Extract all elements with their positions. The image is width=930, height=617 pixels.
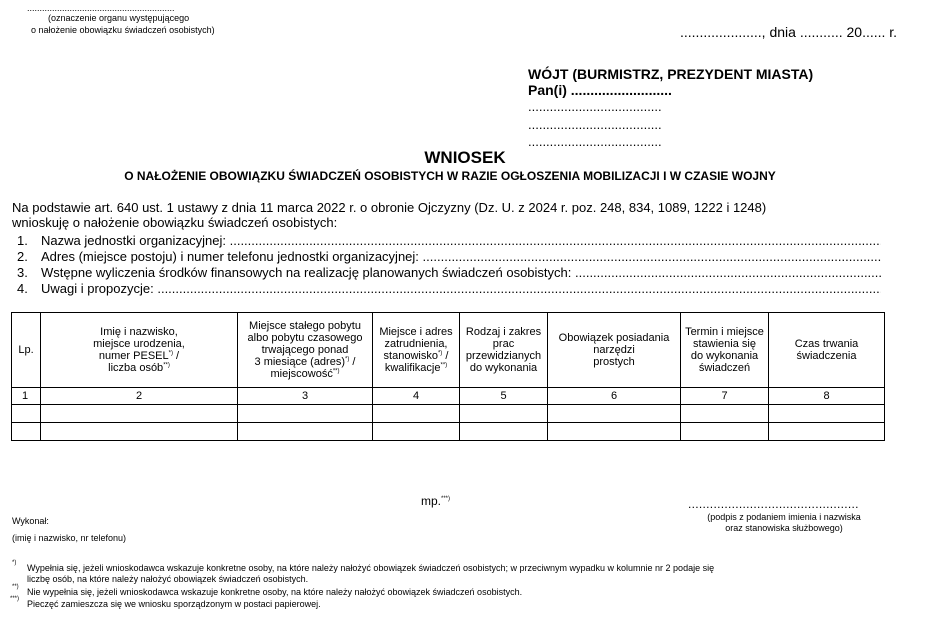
- table-cell[interactable]: [769, 405, 885, 423]
- item-3[interactable]: [17, 265, 881, 281]
- header-name-pesel: Imię i nazwisko, miejsce urodzenia, numer PESEL*) / liczba osób**): [41, 313, 238, 388]
- table-cell[interactable]: [681, 405, 769, 423]
- table-cell[interactable]: [12, 423, 41, 441]
- item-number: 1.: [17, 233, 28, 248]
- addressee-line2[interactable]: .....................................: [528, 99, 662, 114]
- col-number: 1: [12, 388, 41, 405]
- table-cell[interactable]: [41, 405, 238, 423]
- table-cell[interactable]: [238, 423, 373, 441]
- item-number: 2.: [17, 249, 28, 264]
- intro-line2: wnioskuję o nałożenie obowiązku świadczeń osobistych:: [12, 215, 338, 230]
- header-duration: Czas trwania świadczenia: [769, 313, 885, 388]
- footnote-mark: ***): [10, 596, 20, 602]
- executed-by-label: Wykonał:: [12, 516, 49, 526]
- signature-caption-line1: (podpis z podaniem imienia i nazwiska: [707, 512, 861, 522]
- addressee-line4[interactable]: .....................................: [528, 134, 662, 149]
- item-2[interactable]: [17, 249, 881, 265]
- table-cell[interactable]: [460, 405, 548, 423]
- item-4[interactable]: [17, 281, 881, 297]
- date-line[interactable]: ....................., dnia ........... 20...... r.: [680, 24, 898, 40]
- header-tools: Obowiązek posiadania narzędzi prostych: [548, 313, 681, 388]
- persons-table: [11, 312, 885, 441]
- header-term-place: Termin i miejsce stawienia się do wykonania świadczeń: [681, 313, 769, 388]
- col-number: 5: [460, 388, 548, 405]
- table-cell[interactable]: [548, 405, 681, 423]
- table-number-row: [12, 388, 885, 405]
- table-cell[interactable]: [373, 405, 460, 423]
- intro-line1: Na podstawie art. 640 ust. 1 ustawy z dnia 11 marca 2022 r. o obronie Ojczyzny (Dz. U. z 2024 r. poz. 248, 834, 1089, 1222 i 1248): [12, 200, 767, 215]
- item-number: 3.: [17, 265, 28, 280]
- table-cell[interactable]: [681, 423, 769, 441]
- footnote-3: Pieczęć zamieszcza się we wniosku sporządzonym w postaci papierowej.: [27, 599, 321, 609]
- item-label: Uwagi i propozycje:: [41, 281, 154, 296]
- header-residence: Miejsce stałego pobytu albo pobytu czasowego trwającego ponad 3 miesiące (adres)*) / miejscowość**): [238, 313, 373, 388]
- table-row[interactable]: [12, 405, 885, 423]
- table-cell[interactable]: [460, 423, 548, 441]
- item-1[interactable]: [17, 233, 881, 249]
- header-work-scope: Rodzaj i zakres prac przewidzianych do wykonania: [460, 313, 548, 388]
- table-cell[interactable]: [238, 405, 373, 423]
- item-label: Nazwa jednostki organizacyjnej:: [41, 233, 226, 248]
- footnote-1-line2: liczbę osób, na które należy nałożyć obowiązek świadczeń osobistych.: [27, 574, 309, 584]
- item-label: Wstępne wyliczenia środków finansowych na realizację planowanych świadczeń osobistych:: [41, 265, 572, 280]
- footnote-mark: **): [12, 584, 19, 590]
- document-subtitle: O NAŁOŻENIE OBOWIĄZKU ŚWIADCZEŃ OSOBISTYCH W RAZIE OGŁOSZENIA MOBILIZACJI I W CZASIE WOJNY: [124, 169, 776, 183]
- item-label: Adres (miejsce postoju) i numer telefonu jednostki organizacyjnej:: [41, 249, 419, 264]
- col-number: 6: [548, 388, 681, 405]
- signature-caption-line2: oraz stanowiska służbowego): [725, 523, 843, 533]
- table-cell[interactable]: [12, 405, 41, 423]
- organ-caption-line2: o nałożenie obowiązku świadczeń osobistych): [31, 25, 215, 35]
- col-number: 4: [373, 388, 460, 405]
- addressee-line3[interactable]: .....................................: [528, 117, 662, 132]
- footnote-mark: *): [12, 560, 17, 566]
- header-lp: Lp.: [12, 313, 41, 388]
- col-number: 7: [681, 388, 769, 405]
- table-row[interactable]: [12, 423, 885, 441]
- table-header-row: [12, 313, 885, 388]
- col-number: 8: [769, 388, 885, 405]
- footnote-1-line1: Wypełnia się, jeżeli wnioskodawca wskazuje konkretne osoby, na które należy nałożyć obowiązek świadczeń osobistych; w przeciwnym wypadku w kolumnie nr 2 podaje się: [27, 563, 715, 573]
- table-cell[interactable]: [769, 423, 885, 441]
- table-cell[interactable]: [41, 423, 238, 441]
- signature-dots[interactable]: ...............................................: [688, 497, 859, 511]
- table-cell[interactable]: [373, 423, 460, 441]
- executed-by-caption: (imię i nazwisko, nr telefonu): [12, 533, 127, 543]
- col-number: 2: [41, 388, 238, 405]
- addressee-title: WÓJT (BURMISTRZ, PREZYDENT MIASTA): [528, 66, 814, 82]
- header-employment: Miejsce i adres zatrudnienia, stanowisko*) / kwalifikacje**): [373, 313, 460, 388]
- col-number: 3: [238, 388, 373, 405]
- document-title: WNIOSEK: [424, 148, 506, 167]
- organ-dots[interactable]: ...........................................................: [27, 3, 175, 13]
- addressee-pan[interactable]: Pan(i) ..........................: [528, 82, 672, 98]
- footnote-2: Nie wypełnia się, jeżeli wnioskodawca wskazuje konkretne osoby, na które należy nałożyć obowiązek świadczeń osobistych.: [27, 587, 523, 597]
- table-cell[interactable]: [548, 423, 681, 441]
- stamp-place: mp.***): [421, 494, 451, 508]
- item-number: 4.: [17, 281, 28, 296]
- organ-caption-line1: (oznaczenie organu występującego: [48, 13, 190, 23]
